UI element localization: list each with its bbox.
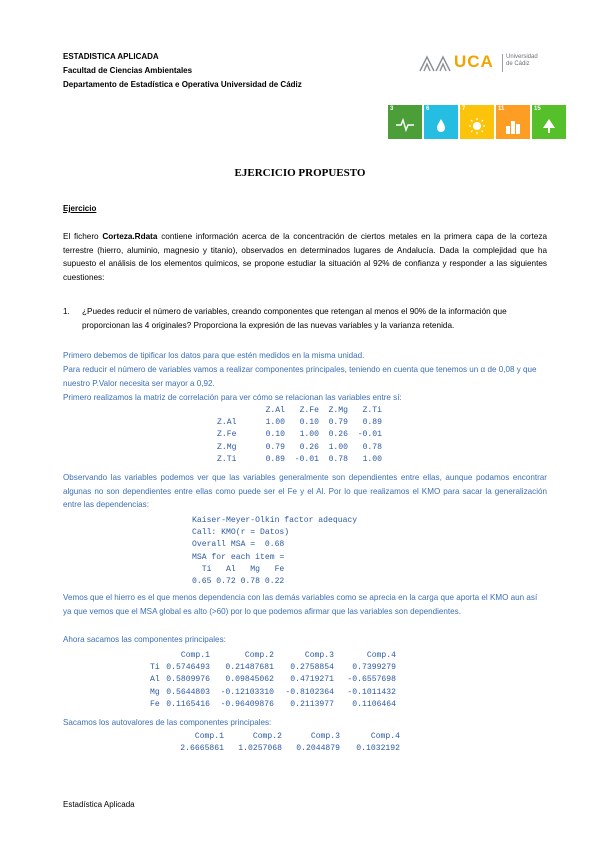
eigen-header-row: Comp.1 Comp.2 Comp.3 Comp.4 [194, 732, 400, 741]
answer-kmo-conclusion: Vemos que el hierro es el que menos dependencia con las demás variables como se aprecia en la carga que aporta el KMO aun así ya que vemos que el MSA global es alto (>60) por lo que podemos afirmar que las variables son dependientes. [63, 593, 538, 616]
sun-icon [468, 118, 486, 134]
sdg-tile-health: 3 [388, 105, 422, 139]
university-name: Universidad de Cádiz [506, 54, 538, 67]
columns-emblem-icon [418, 53, 452, 73]
heartbeat-icon [396, 118, 414, 132]
kmo-output: Kaiser-Meyer-Olkin factor adequacy Call: KMO(r = Datos) Overall MSA = 0.68 MSA for each item = Ti Al Mg Fe 0.65 0.72 0.78 0.22 [192, 516, 358, 587]
correlation-matrix [217, 405, 382, 466]
answer-eigen-intro: Sacamos los autovalores de las componentes principales: [63, 718, 272, 727]
table-row: Z.Mg 0.79 0.26 1.00 0.78 [217, 442, 382, 452]
uca-wordmark: UCA [454, 52, 494, 71]
buildings-icon [504, 118, 522, 134]
tree-icon [540, 118, 558, 134]
table-row: Mg 0.5644803 -0.12103310 -0.8102364 -0.1011432 [150, 687, 396, 697]
answer-observation: Observando las variables podemos ver que las variables generalmente son dependientes entre ellas, aunque podamos encontrar algunas no son dependientes entre ellas como puede ser el Fe y el Al. Por lo que realizamos el KMO para sacar la generalización entre las dependencias: [63, 473, 547, 510]
components-header-row: Comp.1 Comp.2 Comp.3 Comp.4 [180, 651, 396, 660]
correlation-header-row: Z.Al Z.Fe Z.Mg Z.Ti [265, 406, 382, 415]
sdg-tile-land: 15 [532, 105, 566, 139]
header-department: Departamento de Estadística e Operativa Universidad de Cádiz [63, 80, 302, 89]
header-course: ESTADISTICA APLICADA [63, 52, 159, 61]
table-row: Al 0.5809976 0.09845062 0.4719271 -0.6557698 [150, 675, 396, 685]
page-title: EJERCICIO PROPUESTO [234, 167, 366, 179]
document-header [63, 50, 302, 92]
answer-pca-intro: Para reducir el número de variables vamos a realizar componentes principales, teniendo en cuenta que tenemos un α de 0,08 y que nuestro P.Valor necesita ser mayor a 0,92. [63, 365, 537, 388]
table-row: Z.Fe 0.10 1.00 0.26 -0.01 [217, 430, 382, 440]
logo-divider [502, 54, 503, 72]
question-item [63, 305, 547, 332]
table-row: Z.Al 1.00 0.10 0.79 0.89 [217, 418, 382, 428]
table-row: 2.6665861 1.0257068 0.2044879 0.1032192 [180, 744, 400, 754]
answer-components-intro: Ahora sacamos las componentes principales: [63, 635, 226, 644]
components-loadings [150, 650, 396, 711]
sdg-tile-cities: 11 [496, 105, 530, 139]
answer-correlation-intro: Primero realizamos la matriz de correlación para ver cómo se relacionan las variables entre sí: [63, 393, 402, 402]
table-row: Fe 0.1165416 -0.96409876 0.2113977 0.1106464 [150, 699, 396, 709]
table-row: Ti 0.5746493 0.21487681 0.2758854 0.7399279 [150, 663, 396, 673]
page-footer: Estadística Aplicada [63, 800, 135, 809]
uca-logo [418, 51, 546, 75]
sdg-tile-water: 6 [424, 105, 458, 139]
sdg-badges [388, 105, 566, 139]
table-row: Z.Ti 0.89 -0.01 0.78 1.00 [217, 454, 382, 464]
header-faculty: Facultad de Ciencias Ambientales [63, 66, 193, 75]
sdg-tile-energy: 7 [460, 105, 494, 139]
data-file-name: Corteza.Rdata [102, 232, 158, 241]
exercise-statement: El fichero Corteza.Rdata contiene información acerca de la concentración de ciertos metales en la primera capa de la corteza terrestre (hierro, aluminio, magnesio y titanio), observados en determinados lugares de Andalucía. Dada la complejidad que ha supuesto el análisis de los elementos químicos, se propone estudiar la situación al 92% de confianza y responder a las siguientes cuestiones: [63, 232, 547, 282]
water-drop-icon [432, 118, 450, 134]
section-heading: Ejercicio [63, 204, 97, 213]
eigenvalues [178, 731, 400, 755]
answer-standardize: Primero debemos de tipificar los datos para que estén medidos en la misma unidad. [63, 351, 365, 360]
question-text: ¿Puedes reducir el número de variables, creando componentes que retengan al menos el 90% de la información que proporcionan las 4 originales? Proporciona la expresión de las nuevas variables y la varianza retenida. [82, 307, 507, 330]
question-number: 1. [63, 307, 70, 316]
